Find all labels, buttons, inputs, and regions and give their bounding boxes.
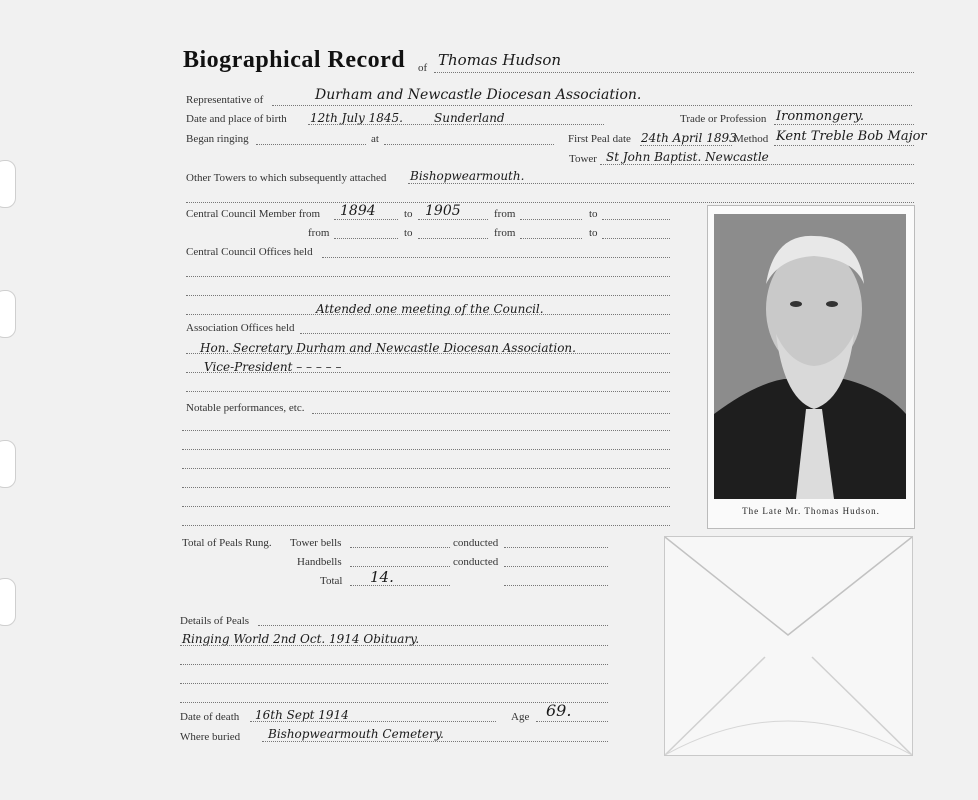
council-to-year: 1905 (425, 203, 461, 219)
from-label: from (494, 227, 516, 239)
subject-name: Thomas Hudson (438, 51, 562, 69)
dotted-line (300, 333, 670, 334)
dotted-line (258, 625, 608, 626)
dotted-line (520, 238, 582, 239)
total-peals-label: Total of Peals Rung. (182, 537, 272, 549)
dotted-line (774, 124, 914, 125)
dotted-line (408, 183, 914, 184)
dotted-line (186, 295, 670, 296)
dotted-line (418, 219, 488, 220)
council-from-year: 1894 (340, 203, 376, 219)
to-label: to (589, 208, 598, 220)
total-value: 14. (370, 568, 394, 586)
tower-bells-label: Tower bells (290, 537, 342, 549)
binder-hole (0, 578, 16, 626)
dotted-line (180, 683, 608, 684)
dotted-line (182, 430, 670, 431)
began-label: Began ringing (186, 133, 249, 145)
trade-value: Ironmongery. (776, 109, 865, 124)
page-title: Biographical Record (183, 47, 406, 73)
dotted-line (384, 144, 554, 145)
dotted-line (186, 391, 670, 392)
birth-date: 12th July 1845. (310, 111, 403, 125)
dotted-line (272, 105, 912, 106)
association-line1: Hon. Secretary Durham and Newcastle Diocesan Association. (200, 341, 576, 355)
representative-value: Durham and Newcastle Diocesan Association. (315, 87, 642, 103)
dotted-line (182, 449, 670, 450)
portrait-image (714, 214, 906, 499)
total-label: Total (320, 575, 343, 587)
death-date-label: Date of death (180, 711, 240, 723)
dotted-line (186, 314, 670, 315)
notable-label: Notable performances, etc. (186, 402, 305, 414)
dotted-line (504, 585, 608, 586)
photo-caption: The Late Mr. Thomas Hudson. (742, 506, 880, 516)
first-peal-date: 24th April 1893 (641, 131, 737, 145)
other-towers-label: Other Towers to which subsequently attached (186, 172, 387, 184)
buried-label: Where buried (180, 731, 241, 743)
dotted-line (180, 664, 608, 665)
handbells-label: Handbells (297, 556, 342, 568)
dotted-line (182, 468, 670, 469)
birth-label: Date and place of birth (186, 113, 287, 125)
method-value: Kent Treble Bob Major (776, 129, 927, 144)
dotted-line (602, 238, 670, 239)
details-label: Details of Peals (180, 615, 250, 627)
dotted-line (186, 353, 670, 354)
binder-hole (0, 440, 16, 488)
dotted-line (350, 566, 450, 567)
method-label: Method (734, 133, 769, 145)
birth-place: Sunderland (434, 111, 505, 125)
age-value: 69. (546, 701, 572, 720)
tower-label: Tower (569, 153, 597, 165)
buried-value: Bishopwearmouth Cemetery. (268, 727, 444, 741)
first-peal-label: First Peal date (568, 133, 631, 145)
envelope-pocket (664, 536, 913, 756)
dotted-line (262, 741, 608, 742)
dotted-line (312, 413, 670, 414)
dotted-line (322, 257, 670, 258)
conducted-label: conducted (453, 537, 499, 549)
council-offices-label: Central Council Offices held (186, 246, 313, 258)
to-label: to (404, 208, 413, 220)
dotted-line (350, 547, 450, 548)
dotted-line (418, 238, 488, 239)
dotted-line (182, 525, 670, 526)
binder-hole (0, 160, 16, 208)
dotted-line (186, 202, 914, 203)
dotted-line (774, 145, 914, 146)
dotted-line (504, 547, 608, 548)
dotted-line (256, 144, 366, 145)
council-note: Attended one meeting of the Council. (316, 302, 544, 316)
tower-value: St John Baptist. Newcastle (606, 150, 769, 164)
dotted-line (434, 72, 914, 73)
dotted-line (350, 585, 450, 586)
dotted-line (180, 702, 608, 703)
representative-label: Representative of (186, 94, 264, 106)
dotted-line (602, 219, 670, 220)
dotted-line (504, 566, 608, 567)
dotted-line (334, 219, 398, 220)
association-label: Association Offices held (186, 322, 295, 334)
portrait-illustration (714, 214, 906, 499)
dotted-line (250, 721, 496, 722)
dotted-line (536, 721, 608, 722)
age-label: Age (511, 711, 530, 723)
from-label: from (308, 227, 330, 239)
of-label: of (418, 62, 428, 74)
at-label: at (371, 133, 379, 145)
dotted-line (186, 372, 670, 373)
dotted-line (308, 124, 604, 125)
other-towers-value: Bishopwearmouth. (410, 169, 525, 183)
envelope-flap-icon (665, 537, 912, 755)
from-label: from (494, 208, 516, 220)
dotted-line (186, 276, 670, 277)
dotted-line (600, 164, 914, 165)
to-label: to (589, 227, 598, 239)
to-label: to (404, 227, 413, 239)
dotted-line (334, 238, 398, 239)
association-line2: Vice-President – – – – – (204, 360, 342, 374)
death-date-value: 16th Sept 1914 (255, 708, 349, 722)
dotted-line (182, 506, 670, 507)
dotted-line (180, 645, 608, 646)
portrait-photo (707, 205, 915, 529)
dotted-line (520, 219, 582, 220)
dotted-line (640, 145, 732, 146)
details-value: Ringing World 2nd Oct. 1914 Obituary. (182, 632, 420, 646)
council-member-label: Central Council Member from (186, 208, 321, 220)
conducted-label: conducted (453, 556, 499, 568)
binder-hole (0, 290, 16, 338)
trade-label: Trade or Profession (680, 113, 767, 125)
dotted-line (182, 487, 670, 488)
